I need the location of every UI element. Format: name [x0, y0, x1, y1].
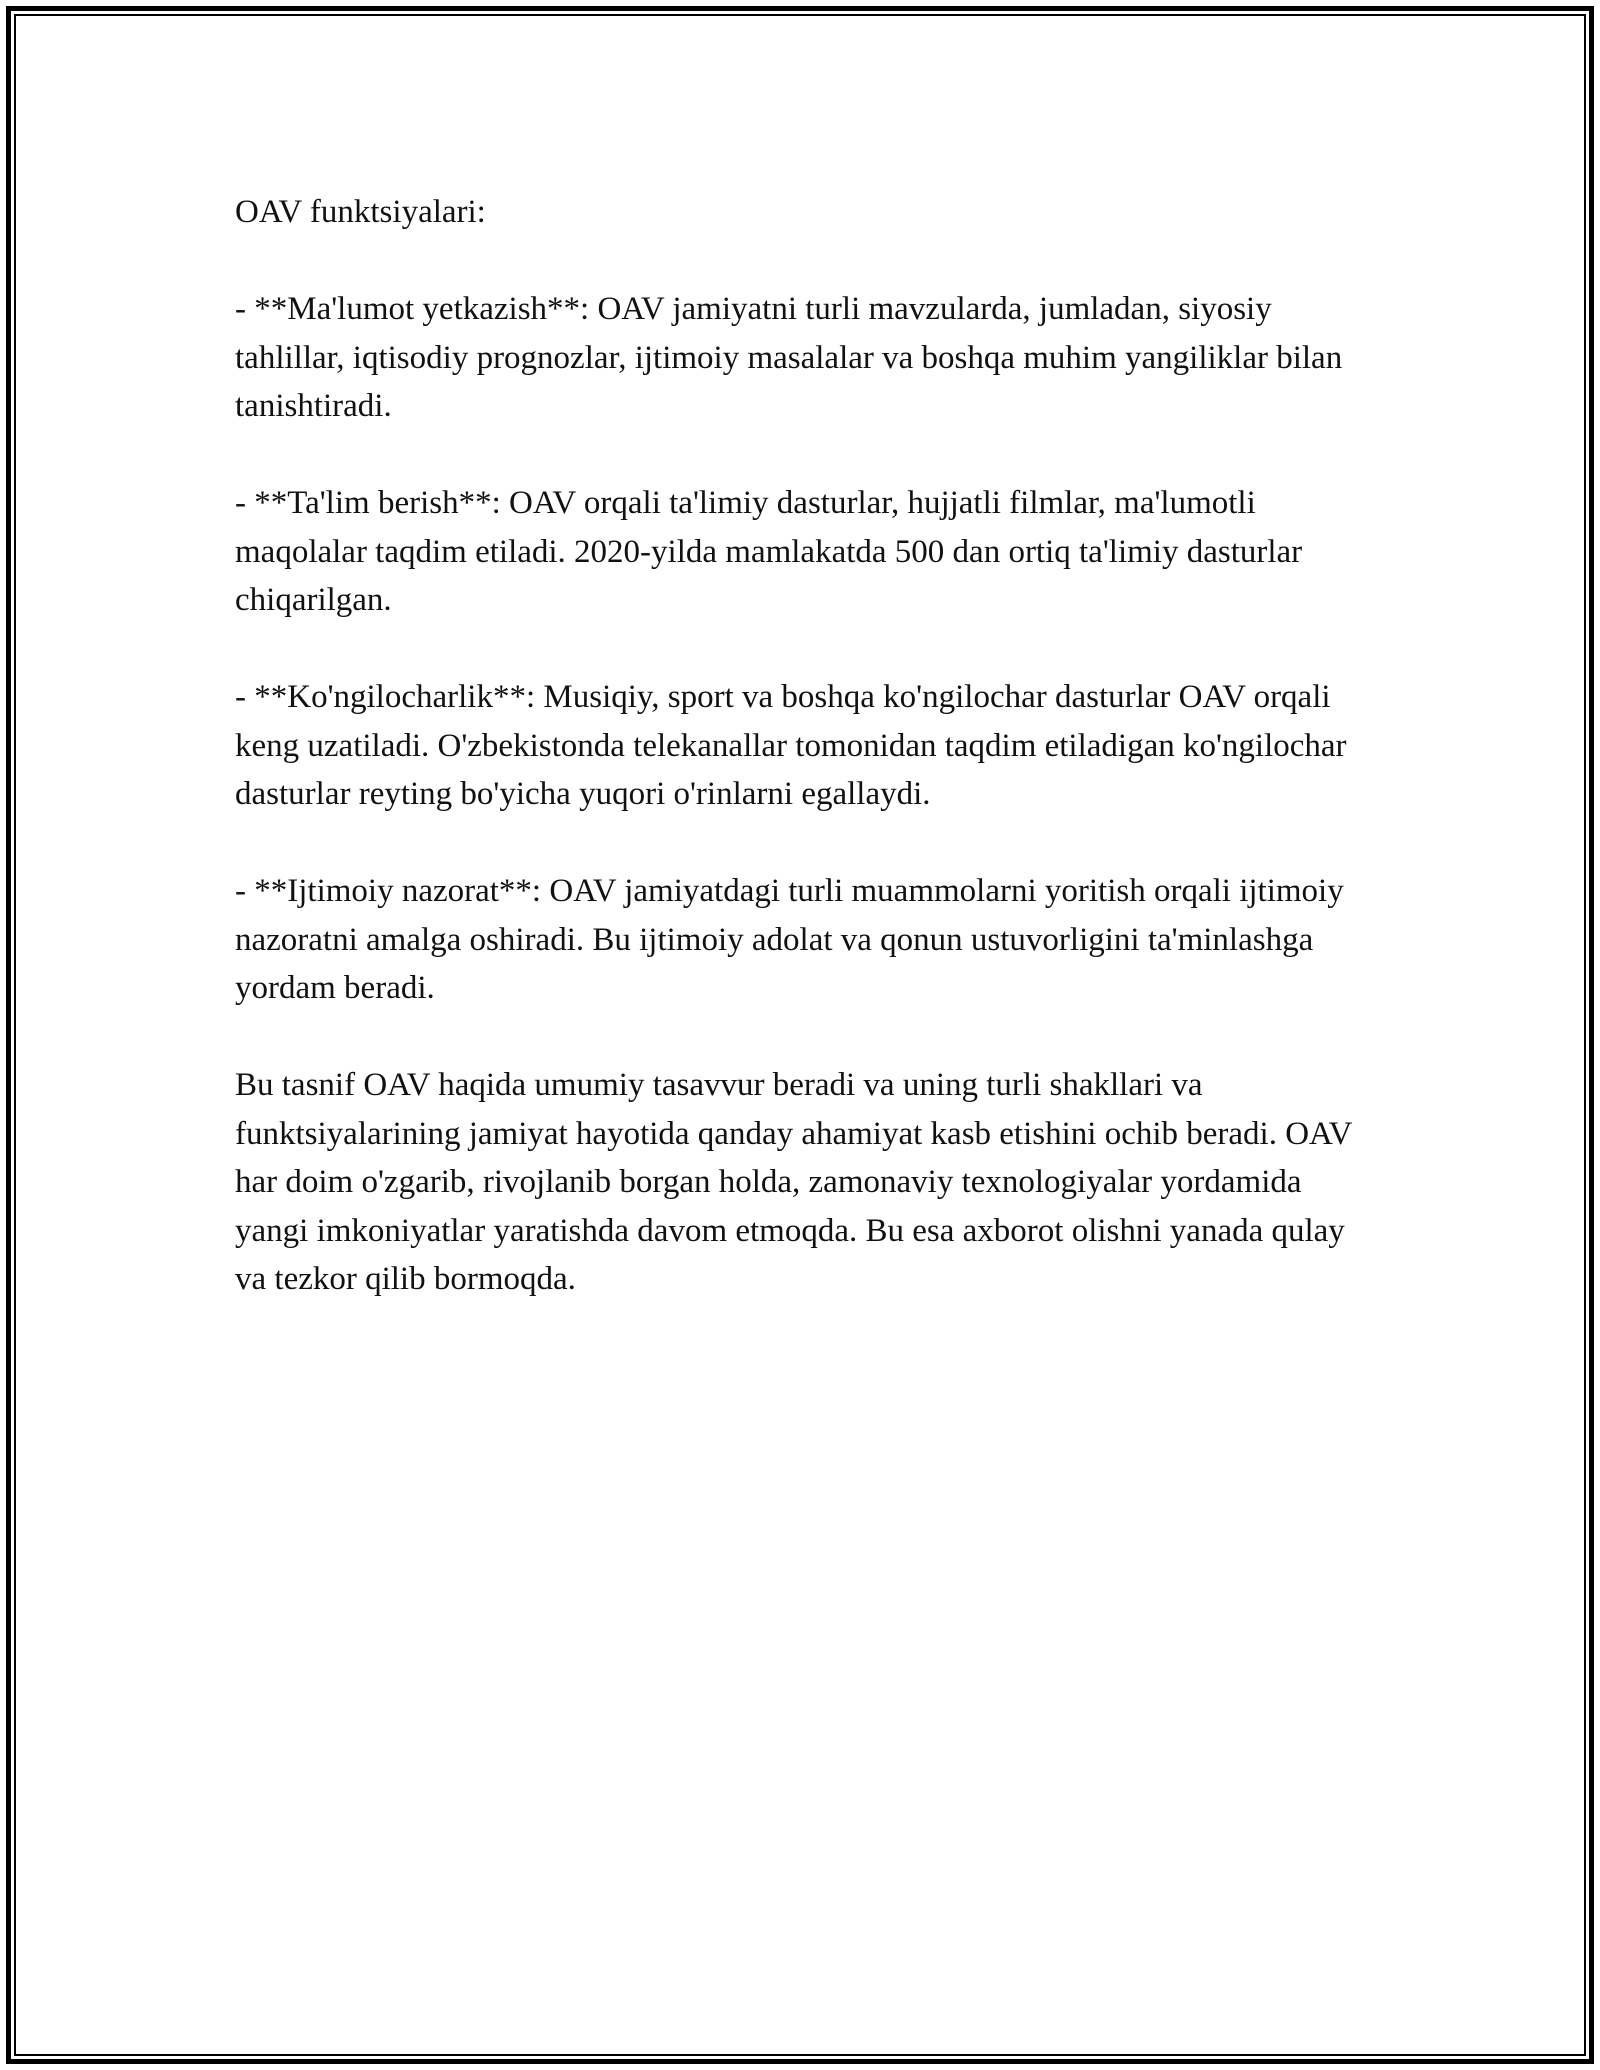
- function-item-education: - **Ta'lim berish**: OAV orqali ta'limiy dasturlar, hujjatli filmlar, ma'lumotli maqolalar taqdim etiladi. 2020-yilda mamlakatda 500 dan ortiq ta'limiy dasturlar chiqarilgan.: [235, 485, 1303, 618]
- function-item-entertainment: - **Ko'ngilocharlik**: Musiqiy, sport va boshqa ko'ngilochar dasturlar OAV orqali keng uzatiladi. O'zbekistonda telekanallar tomonidan taqdim etiladigan ko'ngilochar dasturlar reyting bo'yicha yuqori o'rinlarni egallaydi.: [235, 679, 1347, 812]
- conclusion-paragraph: Bu tasnif OAV haqida umumiy tasavvur beradi va uning turli shakllari va funktsiyalarining jamiyat hayotida qanday ahamiyat kasb etishini ochib beradi. OAV har doim o'zgarib, rivojlanib borgan holda, zamonaviy texnologiyalar yordamida yangi imkoniyatlar yaratishda davom etmoqda. Bu esa axborot olishni yanada qulay va tezkor qilib bormoqda.: [235, 1067, 1352, 1297]
- document-body: [235, 188, 1380, 1304]
- function-item-information: - **Ma'lumot yetkazish**: OAV jamiyatni turli mavzularda, jumladan, siyosiy tahlillar, iqtisodiy prognozlar, ijtimoiy masalalar va boshqa muhim yangiliklar bilan tanishtiradi.: [235, 291, 1343, 424]
- function-item-social-control: - **Ijtimoiy nazorat**: OAV jamiyatdagi turli muammolarni yoritish orqali ijtimoiy nazoratni amalga oshiradi. Bu ijtimoiy adolat va qonun ustuvorligini ta'minlashga yordam beradi.: [235, 873, 1344, 1006]
- section-heading: OAV funktsiyalari:: [235, 194, 486, 230]
